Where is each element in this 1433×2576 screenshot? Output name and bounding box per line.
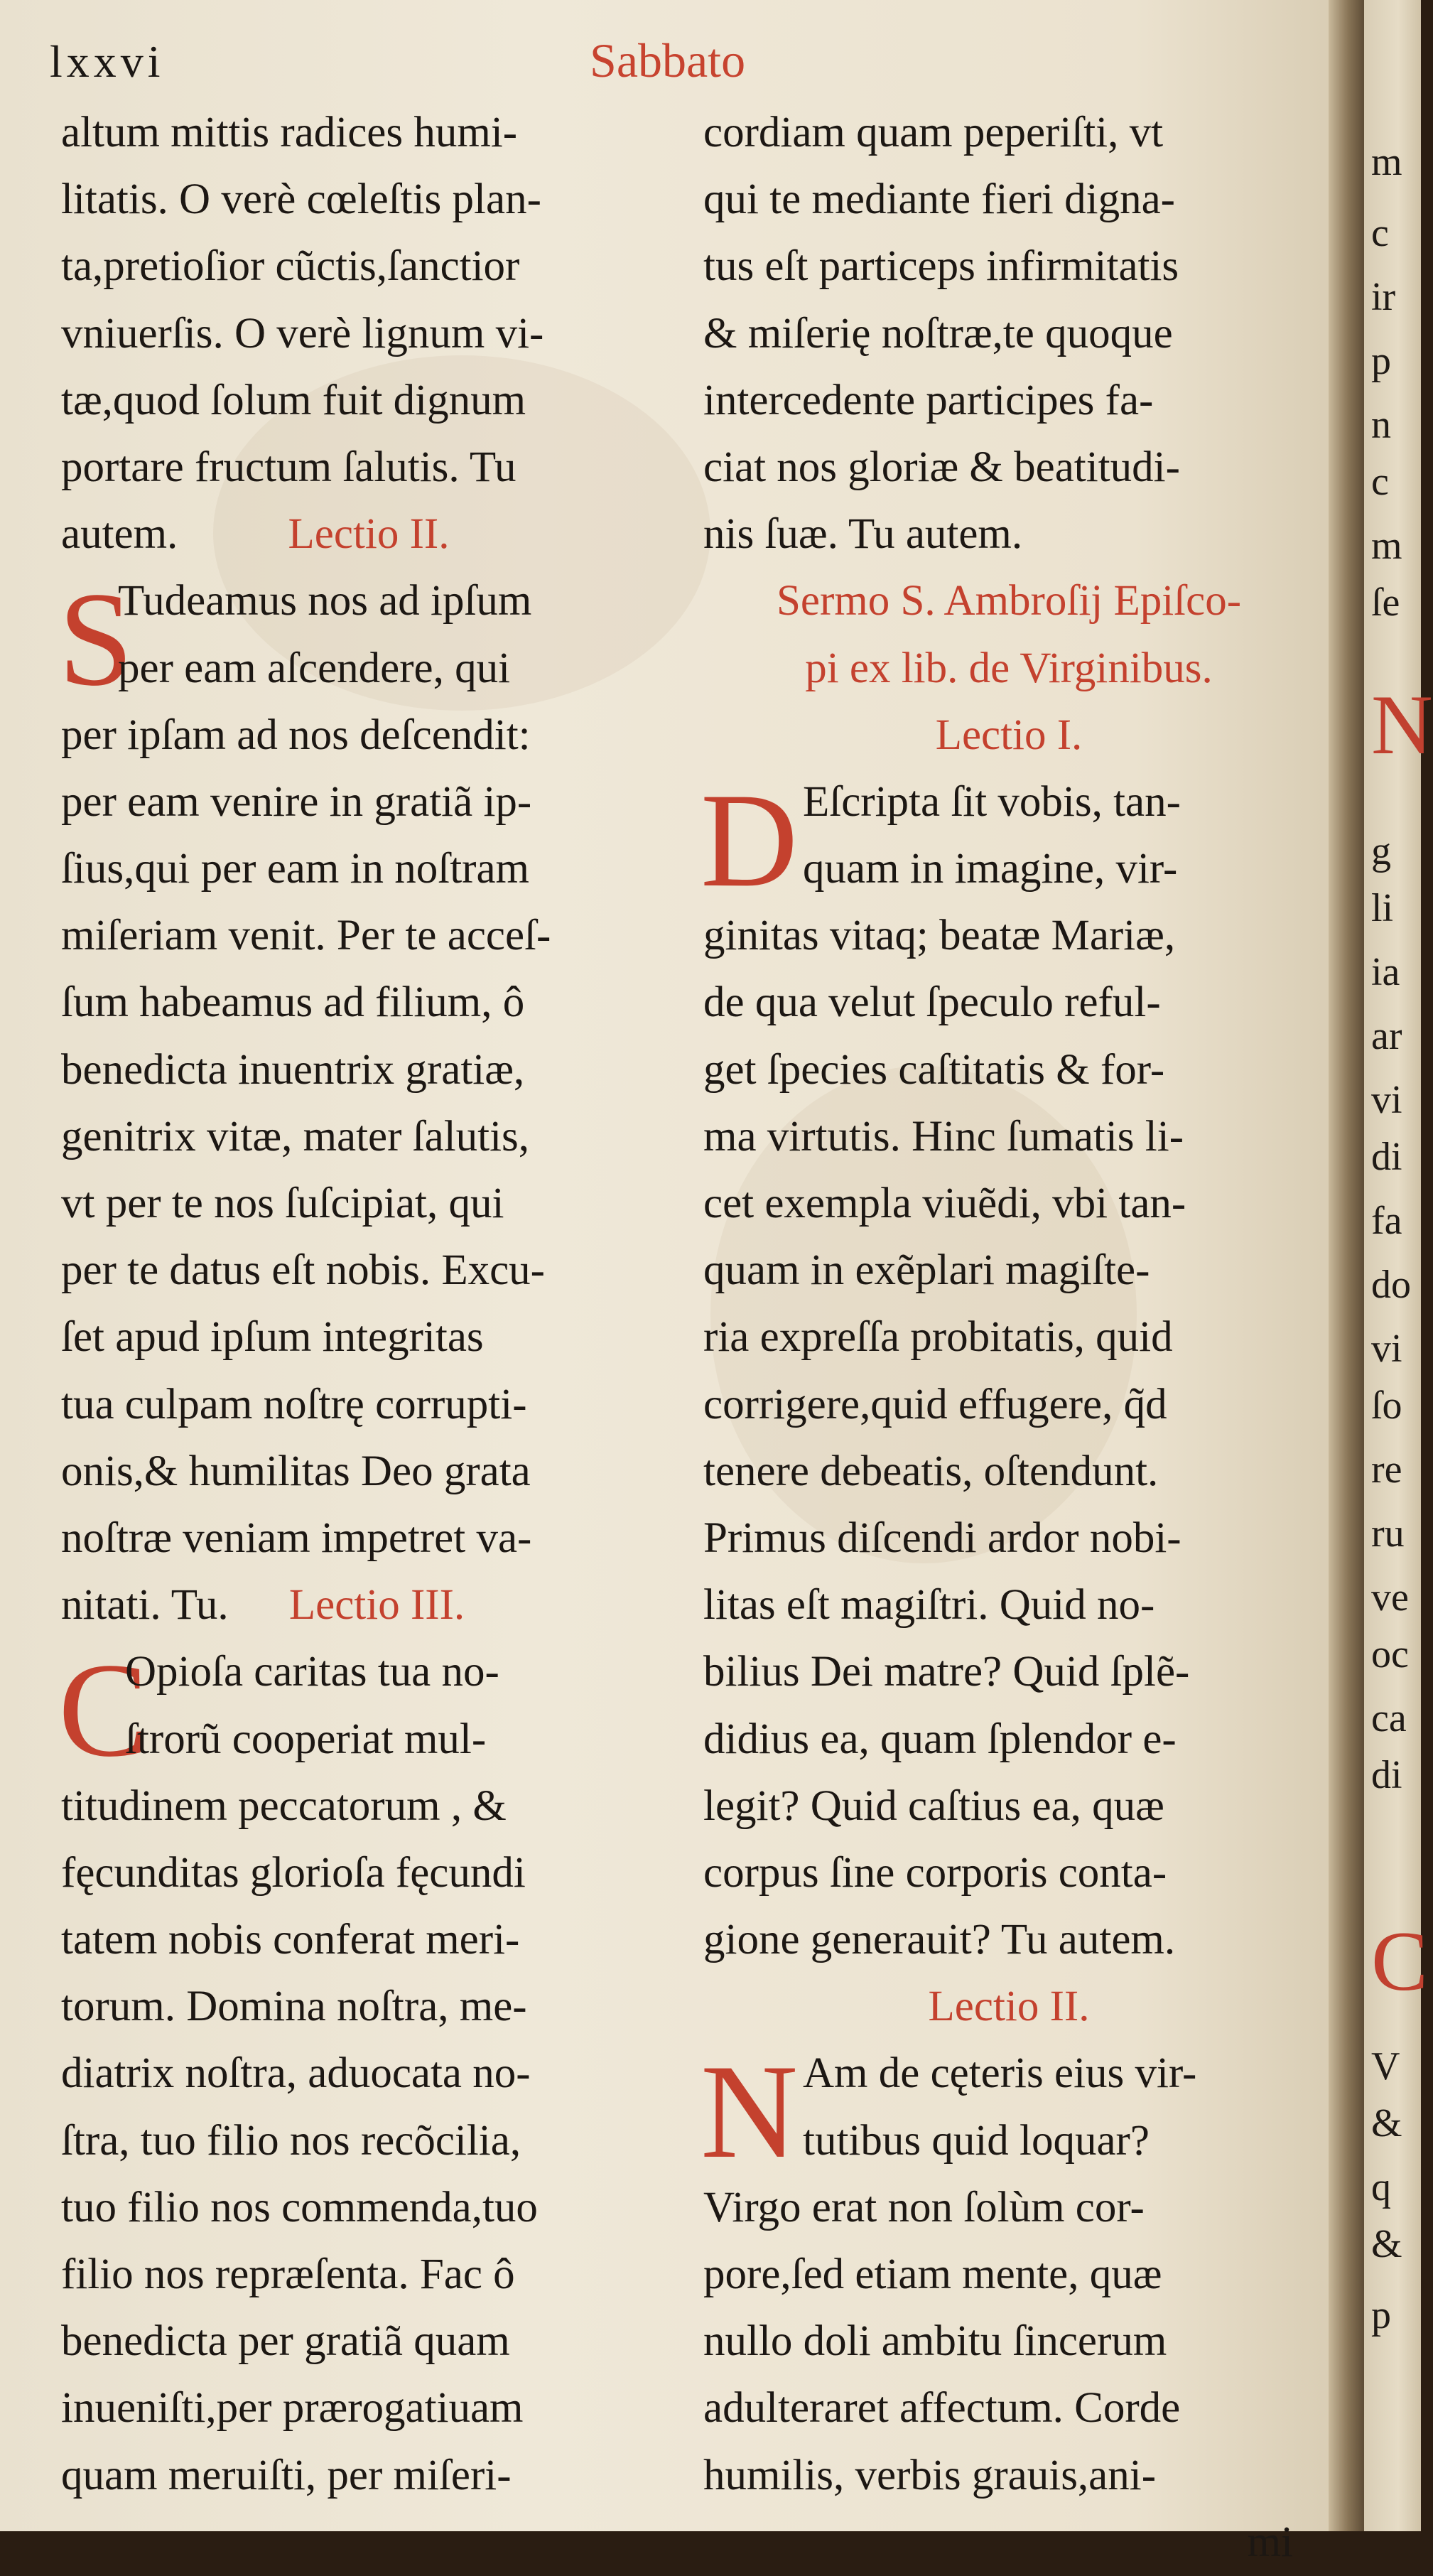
facing-page-fragment: oc <box>1371 1632 1409 1676</box>
facing-page-fragment: fa <box>1371 1199 1402 1243</box>
facing-page-fragment: li <box>1371 886 1394 930</box>
facing-page-fragment: q <box>1371 2165 1391 2209</box>
sermo-heading: Sermo S. Ambroſij Epiſco- <box>776 577 1242 625</box>
text-line: tatem nobis conferat meri- <box>61 1916 520 1964</box>
text-line: onis,& humilitas Deo grata <box>61 1447 531 1495</box>
facing-page-fragment: g <box>1371 829 1391 873</box>
lectio-block <box>58 565 679 1572</box>
facing-page-fragment: c <box>1371 211 1389 255</box>
drop-cap-initial: C <box>58 1636 148 1786</box>
right-column <box>703 99 1314 2576</box>
lectio-rubric: Lectio III. <box>288 1581 465 1629</box>
facing-page-fragment: vi <box>1371 1327 1402 1371</box>
facing-page-fragment: ar <box>1371 1014 1402 1058</box>
lectio-block <box>701 765 1314 1973</box>
text-line: litatis. O verè cœleſtis plan- <box>61 176 541 224</box>
text-line: get ſpecies caſtitatis & for- <box>703 1045 1165 1094</box>
text-line: quam in imagine, vir- <box>803 845 1178 893</box>
text-line <box>61 501 679 568</box>
text-line: per eam aſcendere, qui <box>118 644 511 692</box>
text-line: litas eſt magiſtri. Quid no- <box>703 1581 1155 1629</box>
text-line <box>61 1572 679 1639</box>
facing-page-fragment: ve <box>1371 1575 1409 1620</box>
text-line: Tudeamus nos ad ipſum <box>118 577 532 625</box>
facing-page-fragment: m <box>1371 524 1402 568</box>
facing-page-fragment: re <box>1371 1448 1402 1492</box>
text-line: ma virtutis. Hinc ſumatis li- <box>703 1112 1184 1160</box>
text-line: intercedente participes fa- <box>703 376 1154 424</box>
text-line: qui te mediante fieri digna- <box>703 176 1175 224</box>
text-line: ſtrorũ cooperiat mul- <box>125 1715 487 1763</box>
drop-cap-initial: S <box>58 565 134 715</box>
text-line: ciat nos gloriæ & beatitudi- <box>703 443 1180 491</box>
facing-page-fragment: V <box>1371 2044 1400 2089</box>
text-line: Opioſa caritas tua no- <box>125 1648 499 1696</box>
text-line: nullo doli ambitu ſincerum <box>703 2317 1167 2366</box>
text-line: bilius Dei matre? Quid ſplẽ- <box>703 1648 1190 1696</box>
text-line: tæ,quod ſolum fuit dignum <box>61 376 526 424</box>
sermo-heading: pi ex lib. de Virginibus. <box>805 644 1213 692</box>
text-line: cordiam quam peperiſti, vt <box>703 109 1164 156</box>
lectio-block <box>58 1636 679 2508</box>
text-line: benedicta per gratiã quam <box>61 2317 510 2366</box>
text-line: quam in exẽplari magiſte- <box>703 1246 1150 1295</box>
facing-page-fragment: ia <box>1371 950 1400 994</box>
text-line: corpus ſine corporis conta- <box>703 1848 1167 1897</box>
text-line: adulteraret affectum. Corde <box>703 2384 1181 2432</box>
facing-page-fragment: ca <box>1371 1696 1407 1740</box>
text-line: tutibus quid loquar? <box>803 2116 1150 2165</box>
text-line: tus eſt particeps infirmitatis <box>703 242 1179 291</box>
text-line: quam meruiſti, per miſeri- <box>61 2451 512 2499</box>
text-line: tuo filio nos commenda,tuo <box>61 2183 538 2231</box>
facing-page-fragment: vi <box>1371 1078 1402 1122</box>
text-line: didius ea, quam ſplendor e- <box>703 1715 1177 1763</box>
text-line: per eam venire in gratiã ip- <box>61 777 532 826</box>
text-line: & miſerię noſtræ,te quoque <box>703 309 1173 357</box>
facing-page-fragment: m <box>1371 140 1402 184</box>
text-line: miſeriam venit. Per te acceſ- <box>61 912 551 960</box>
facing-page-fragment: p <box>1371 2293 1391 2337</box>
running-title: Sabbato <box>590 33 746 87</box>
lectio-lead-text: nitati. Tu. <box>61 1581 229 1629</box>
text-line: Eſcripta ſit vobis, tan- <box>803 777 1181 826</box>
text-line: torum. Domina noſtra, me- <box>61 1983 527 2031</box>
text-line: fęcunditas glorioſa fęcundi <box>61 1848 526 1897</box>
text-line: nis ſuæ. Tu autem. <box>703 510 1023 559</box>
facing-page-initial: C <box>1371 1914 1429 2008</box>
folio-number: lxxvi <box>50 36 165 87</box>
catchword: mi <box>1247 2518 1293 2566</box>
text-line: legit? Quid caſtius ea, quæ <box>703 1782 1164 1830</box>
facing-page-fragment: & <box>1371 2222 1402 2266</box>
text-line: ria expreſſa probitatis, quid <box>703 1313 1173 1362</box>
text-line: genitrix vitæ, mater ſalutis, <box>61 1112 530 1160</box>
text-line: vt per te nos ſuſcipiat, qui <box>61 1180 504 1227</box>
text-line: ſius,qui per eam in noſtram <box>61 845 529 893</box>
text-line: inueniſti,per prærogatiuam <box>61 2384 524 2432</box>
text-line: portare fructum ſalutis. Tu <box>61 443 517 491</box>
text-line: ſtra, tuo filio nos recõcilia, <box>61 2116 521 2165</box>
text-line: altum mittis radices humi- <box>61 109 518 156</box>
text-line: tua culpam noſtrę corrupti- <box>61 1380 527 1428</box>
text-line: vniuerſis. O verè lignum vi- <box>61 309 544 357</box>
text-line: noſtræ veniam impetret va- <box>61 1514 532 1562</box>
lectio-rubric: Lectio II. <box>928 1983 1090 2031</box>
facing-page-fragment: di <box>1371 1135 1402 1179</box>
text-line: corrigere,quid effugere, q̃d <box>703 1380 1167 1428</box>
running-head <box>50 28 1286 92</box>
left-column <box>58 99 679 2509</box>
text-line: titudinem peccatorum , & <box>61 1782 507 1830</box>
drop-cap-initial: D <box>701 765 799 915</box>
lectio-rubric: Lectio I. <box>935 711 1083 759</box>
text-line: ta,pretioſior cũctis,ſanctior <box>61 242 520 291</box>
facing-page-fragment: do <box>1371 1263 1411 1307</box>
text-line: humilis, verbis grauis,ani- <box>703 2451 1157 2499</box>
facing-page-edge <box>1364 0 1433 2531</box>
text-line: Primus diſcendi ardor nobi- <box>703 1514 1181 1562</box>
text-line: per te datus eſt nobis. Excu- <box>61 1246 545 1295</box>
facing-page-fragment: p <box>1371 339 1391 383</box>
facing-page-initial: N <box>1371 677 1433 772</box>
text-line: per ipſam ad nos deſcendit: <box>61 711 531 759</box>
text-line: benedicta inuentrix gratiæ, <box>61 1045 525 1094</box>
text-line: diatrix noſtra, aduocata no- <box>61 2049 531 2098</box>
text-line: cet exempla viuẽdi, vbi tan- <box>703 1180 1186 1227</box>
facing-page-fragment: ſe <box>1371 581 1400 625</box>
text-line: tenere debeatis, oſtendunt. <box>703 1447 1159 1495</box>
text-line: Virgo erat non ſolùm cor- <box>703 2183 1145 2231</box>
facing-page-fragment: n <box>1371 403 1391 447</box>
text-line: filio nos repræſenta. Fac ô <box>61 2251 515 2298</box>
text-line: gione generauit? Tu autem. <box>703 1916 1176 1964</box>
facing-page-fragment: ru <box>1371 1511 1405 1556</box>
drop-cap-initial: N <box>701 2037 799 2187</box>
facing-page-fragment: ir <box>1371 275 1396 319</box>
lectio-lead-text: autem. <box>61 510 178 559</box>
text-line: Am de cęteris eius vir- <box>803 2049 1197 2098</box>
facing-page-fragment: c <box>1371 460 1389 504</box>
lectio-block <box>701 2037 1314 2508</box>
text-line: de qua velut ſpeculo reful- <box>703 979 1161 1027</box>
text-line: pore,ſed etiam mente, quæ <box>703 2251 1162 2298</box>
text-line: ginitas vitaq; beatæ Mariæ, <box>703 912 1176 960</box>
text-line: ſum habeamus ad filium, ô <box>61 979 525 1027</box>
text-line: ſet apud ipſum integritas <box>61 1313 484 1362</box>
facing-page-fragment: & <box>1371 2101 1402 2145</box>
lectio-rubric: Lectio II. <box>288 510 450 559</box>
facing-page-fragment: di <box>1371 1753 1402 1797</box>
facing-page-fragment: ſo <box>1371 1384 1402 1428</box>
